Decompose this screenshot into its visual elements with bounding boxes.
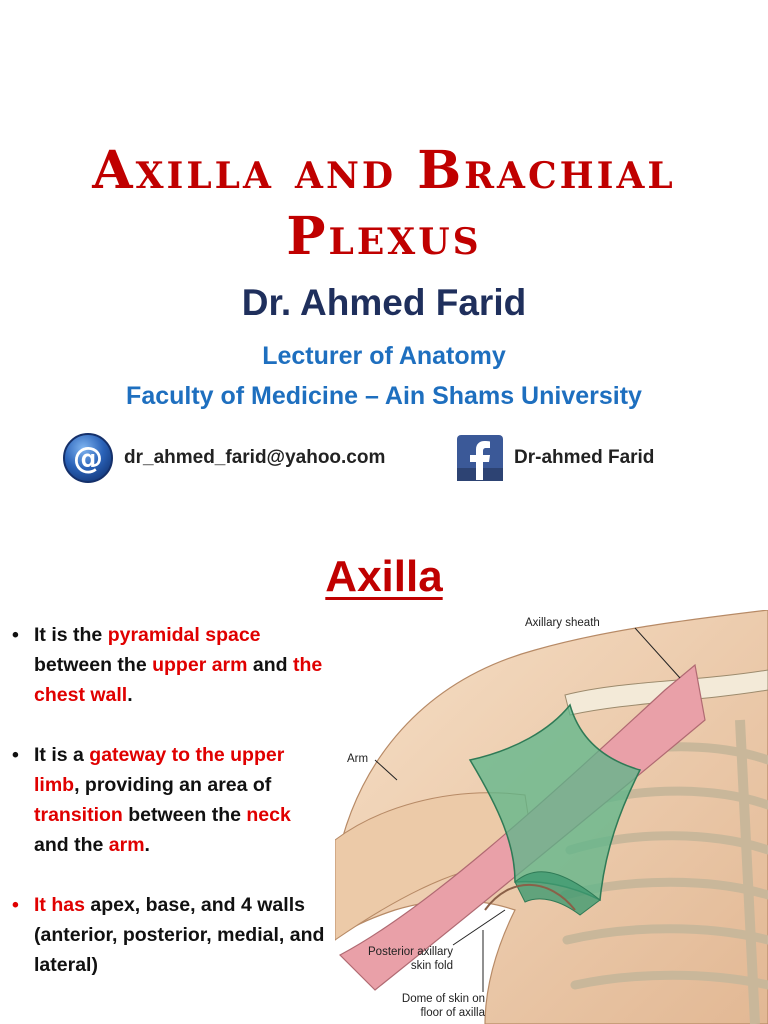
email-address: dr_ahmed_farid@yahoo.com bbox=[124, 447, 386, 468]
axilla-diagram bbox=[335, 610, 768, 1024]
bullet-list bbox=[10, 620, 330, 1010]
label-arm: Arm bbox=[347, 753, 369, 765]
author-name: Dr. Ahmed Farid bbox=[241, 282, 527, 323]
facebook-name: Dr-ahmed Farid bbox=[514, 447, 655, 468]
section-heading: Axilla bbox=[325, 552, 443, 601]
label-dome-of-skin: Dome of skin on floor of axilla bbox=[401, 993, 485, 1019]
bullet-item: • It is a gateway to the upper limb, providing an area of transition between the neck and the arm. bbox=[10, 740, 330, 860]
bullet-item: • It is the pyramidal space between the upper arm and the chest wall. bbox=[10, 620, 330, 710]
author-role: Lecturer of Anatomy bbox=[262, 342, 506, 370]
title-line-2: Plexus bbox=[286, 206, 482, 267]
at-sign-icon bbox=[62, 432, 114, 484]
label-axillary-sheath: Axillary sheath bbox=[525, 617, 600, 629]
svg-text:@: @ bbox=[73, 441, 103, 476]
label-posterior-fold: Posterior axillary skin fold bbox=[368, 946, 453, 972]
facebook-contact[interactable] bbox=[456, 432, 654, 484]
axilla-slide bbox=[0, 512, 768, 1024]
bullet-item: • It has apex, base, and 4 walls (anterior, posterior, medial, and lateral) bbox=[10, 890, 330, 980]
slide-title bbox=[0, 138, 768, 270]
facebook-icon bbox=[456, 434, 504, 482]
title-line-1: Axilla and Brachial bbox=[92, 140, 676, 201]
email-contact[interactable] bbox=[62, 432, 385, 484]
author-affiliation: Faculty of Medicine – Ain Shams University bbox=[126, 382, 642, 410]
